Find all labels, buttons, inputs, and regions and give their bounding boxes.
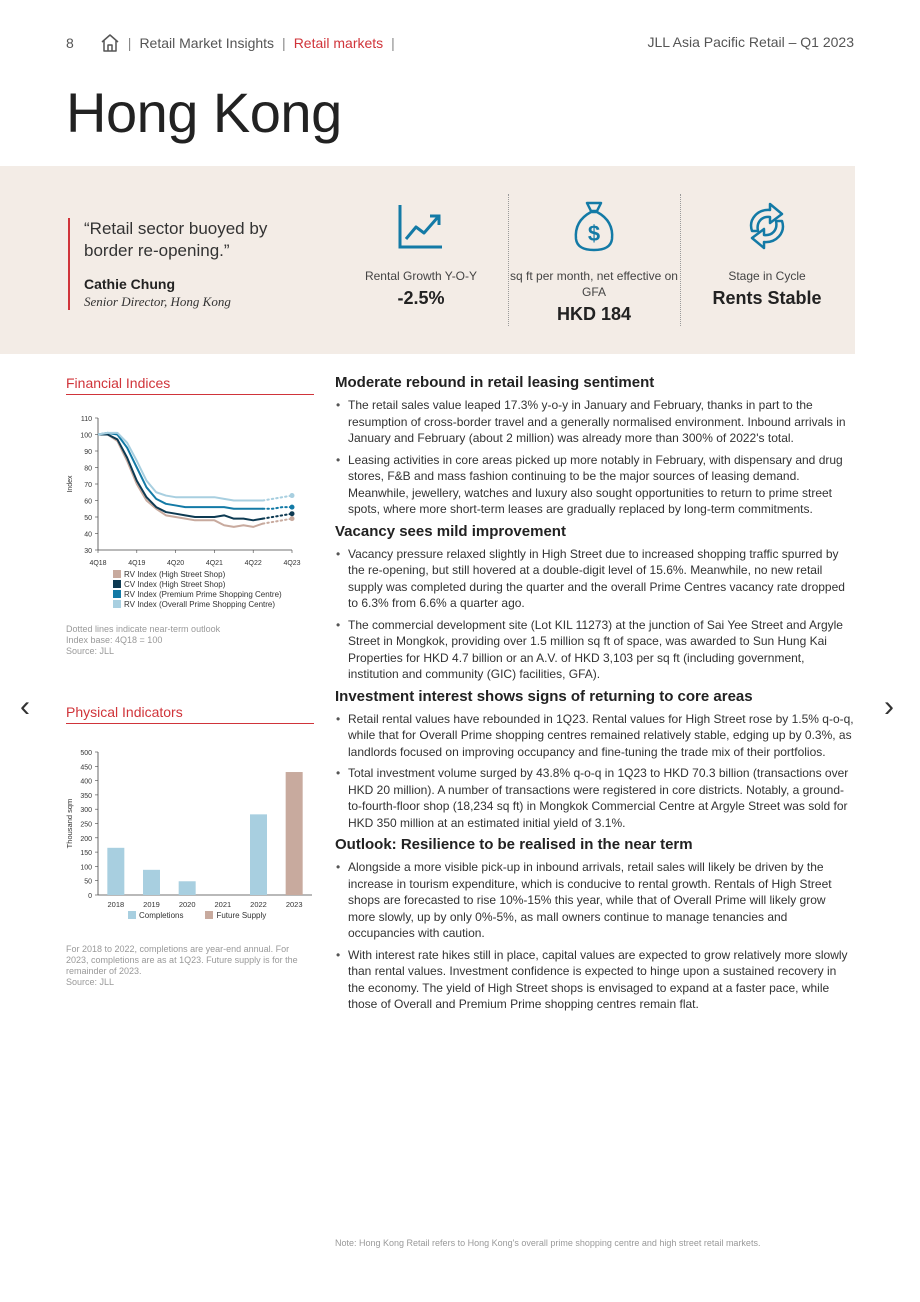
y-tick-label: 90: [84, 449, 92, 456]
bullet-list: [335, 859, 855, 1013]
legend-label: Future Supply: [216, 910, 267, 920]
stat-value: HKD 184: [556, 304, 632, 324]
y-tick-label: 500: [80, 750, 92, 757]
y-tick-label: 80: [84, 465, 92, 473]
series-end-point: [290, 511, 295, 516]
cycle-arrows-icon: [682, 196, 852, 256]
y-tick-label: 60: [84, 498, 92, 506]
bullet-item: • Alongside a more visible pick-up in inbound arrivals, retail sales will likely be driven by the increase in tourism expenditure, which is conducive to rental growth. Rentals of High Street shops are forecasted to rise 10%-15% this year, while that of Overall Prime will likely grow more slowly, up by only 0%-5%, as mall owners continue to manage tenancies and occupancies with caution.: [335, 859, 855, 942]
x-tick-label: 2019: [143, 900, 160, 909]
legend-swatch: [113, 580, 121, 588]
bar: [143, 870, 160, 895]
breadcrumb-separator: |: [127, 35, 132, 51]
quote-text: “Retail sector buoyed by border re-opening.”: [84, 219, 268, 260]
financial-note-base: Index base: 4Q18 = 100: [66, 635, 163, 645]
series-outlook-line: [263, 519, 292, 524]
bullet-item: • With interest rate hikes still in place, capital values are expected to grow relatively more slowly than rental values. Investment confidence is expected to hinge upon a sustained recovery in the economy. The yield of High Street shops is envisaged to expand at a faster pace, while those of Overall and Premium Prime shopping centres remain flat.: [335, 947, 855, 1013]
series-outlook-line: [263, 496, 292, 501]
svg-text:$: $: [587, 221, 601, 246]
y-tick-label: 50: [84, 878, 92, 886]
breadcrumb: [66, 34, 395, 52]
section-heading: Moderate rebound in retail leasing sentiment: [335, 374, 655, 391]
footnote: Note: Hong Kong Retail refers to Hong Kong's overall prime shopping centre and high street retail markets.: [335, 1238, 761, 1248]
y-tick-label: 350: [80, 792, 92, 800]
physical-legend: [128, 910, 266, 920]
bullet-item: • Leasing activities in core areas picked up more notably in February, with dispensary and drug stores, F&B and mass fashion continuing to be the major sources of leasing demand. Meanwhile, jewellery, watches and luxury also sought opportunities to return to prime street spots, where more short-term leases are gradually replaced by long-term commitments.: [335, 452, 855, 518]
section-heading: Investment interest shows signs of returning to core areas: [335, 687, 753, 705]
series-end-point: [290, 493, 295, 498]
legend-item: [205, 910, 266, 920]
bullet-item: • Vacancy pressure relaxed slightly in High Street due to increased shopping traffic spurred by the re-opening, but still hovered at a double-digit level of 15.6%. Meanwhile, no new retail supply was completed during the quarter and the overall Prime Centres vacancy rate dropped to 6.3% from 6.6% a quarter ago.: [335, 546, 855, 612]
financial-notes: [66, 624, 220, 657]
x-tick-label: 4Q20: [167, 560, 185, 567]
page-number: 8: [66, 35, 74, 51]
y-tick-label: 200: [80, 835, 92, 843]
legend-label: RV Index (Premium Prime Shopping Centre): [124, 589, 282, 599]
bullet-list: [335, 546, 855, 683]
physical-indicators-heading: Physical Indicators: [66, 704, 314, 724]
stat-rental-growth: [336, 196, 506, 309]
bullet-list: [335, 397, 855, 518]
x-tick-label: 2021: [214, 900, 232, 909]
quote-author-role: Senior Director, Hong Kong: [84, 294, 231, 309]
legend-swatch: [113, 600, 121, 608]
stat-value: -2.5%: [397, 288, 445, 308]
y-tick-label: 100: [80, 432, 92, 440]
legend-swatch: [113, 590, 121, 598]
trend-up-icon: [336, 196, 506, 256]
bar: [107, 848, 124, 895]
home-icon[interactable]: [100, 34, 120, 52]
y-axis-label: Thousand sqm: [65, 798, 74, 849]
physical-source: Source: JLL: [66, 977, 115, 987]
stat-label: sq ft per month, net effective on GFA: [510, 269, 678, 299]
series-line: [98, 435, 263, 521]
page-title: Hong Kong: [66, 81, 342, 144]
legend-item: [128, 910, 183, 920]
divider: [680, 194, 681, 326]
x-tick-label: 4Q21: [205, 560, 223, 567]
next-page-button[interactable]: ›: [884, 690, 894, 723]
legend-label: RV Index (High Street Shop): [124, 569, 226, 579]
physical-notes: [66, 944, 314, 988]
y-tick-label: 450: [80, 764, 92, 772]
bullet-list: [335, 711, 855, 832]
series-end-point: [290, 516, 295, 521]
financial-note: Dotted lines indicate near-term outlook: [66, 624, 221, 634]
financial-source: Source: JLL: [66, 646, 115, 656]
legend-swatch: [205, 911, 213, 919]
legend-item: [113, 599, 282, 609]
legend-label: RV Index (Overall Prime Shopping Centre): [124, 599, 276, 609]
article-body: [335, 374, 855, 1018]
breadcrumb-separator: |: [391, 35, 395, 51]
x-tick-label: 4Q19: [128, 560, 146, 567]
top-bar: [66, 30, 854, 54]
bar: [179, 881, 196, 895]
y-tick-label: 40: [84, 531, 92, 539]
breadcrumb-retail-markets[interactable]: Retail markets: [293, 35, 384, 51]
y-tick-label: 300: [80, 807, 92, 815]
y-tick-label: 110: [80, 416, 92, 423]
money-bag-icon: [509, 196, 679, 256]
series-end-point: [290, 505, 295, 510]
physical-indicators-chart: [62, 744, 322, 924]
y-tick-label: 50: [84, 515, 92, 522]
x-tick-label: 2020: [178, 900, 196, 909]
y-tick-label: 70: [84, 482, 92, 489]
legend-item: [113, 569, 282, 579]
document-title: JLL Asia Pacific Retail – Q1 2023: [647, 34, 854, 50]
bullet-item: • The commercial development site (Lot KIL 11273) at the junction of Sai Yee Street and Argyle Street in Mongkok, providing over 1.5 million sq ft of space, was awarded to Sun Hung Kai Properties for HKD 4.7 billion or an A.V. of HKD 3,103 per sq ft (including government, institution and community (GIC) facilities, GFA).: [335, 617, 855, 683]
financial-indices-heading: Financial Indices: [66, 375, 314, 395]
bullet-item: • Retail rental values have rebounded in 1Q23. Rental values for High Street rose by 1.5% q-o-q, while that for Overall Prime shopping centres remained relatively stable, edging up by 0.3%, as landlords focused on improving occupancy and fine-tuning the trade mix of their portfolios.: [335, 711, 855, 761]
y-tick-label: 100: [80, 864, 92, 872]
breadcrumb-separator: |: [282, 35, 286, 51]
prev-page-button[interactable]: ‹: [20, 690, 30, 723]
legend-swatch: [113, 570, 121, 578]
stat-cycle: [682, 196, 852, 309]
y-tick-label: 400: [80, 778, 92, 786]
x-tick-label: 4Q18: [89, 560, 107, 567]
stat-label: Stage in Cycle: [728, 269, 806, 283]
highlight-band: [0, 166, 855, 354]
series-outlook-line: [263, 507, 292, 509]
legend-label: CV Index (High Street Shop): [124, 579, 226, 589]
x-tick-label: 2022: [250, 900, 267, 909]
stat-value: Rents Stable: [712, 288, 822, 308]
quote-block: [68, 218, 298, 310]
x-tick-label: 2023: [285, 900, 303, 909]
legend-item: [113, 589, 282, 599]
stat-label: Rental Growth Y-O-Y: [364, 269, 478, 283]
bullet-item: • The retail sales value leaped 17.3% y-o-y in January and February, thanks in part to the resumption of cross-border travel and a generally normalised environment. Inbound arrivals in January and February (about 2 million) was already more than 300% of 2022's total.: [335, 397, 855, 447]
y-tick-label: 150: [80, 850, 92, 858]
section-heading: Outlook: Resilience to be realised in the near term: [335, 836, 693, 853]
legend-label: Completions: [139, 910, 184, 920]
quote-author: Cathie Chung: [84, 276, 175, 292]
series-outlook-line: [263, 514, 292, 519]
x-tick-label: 2018: [107, 900, 125, 909]
section-heading: Vacancy sees mild improvement: [335, 522, 566, 540]
bar: [250, 814, 267, 895]
legend-swatch: [128, 911, 136, 919]
y-tick-label: 30: [84, 548, 92, 555]
legend-item: [113, 579, 282, 589]
stat-rent-level: [509, 196, 679, 325]
y-axis-label: Index: [67, 475, 74, 493]
y-tick-label: 0: [88, 893, 92, 900]
y-tick-label: 250: [80, 821, 92, 829]
x-tick-label: 4Q23: [283, 560, 301, 567]
bar: [286, 772, 303, 895]
financial-indices-chart: [62, 408, 322, 568]
x-tick-label: 4Q22: [244, 560, 262, 567]
bullet-item: • Total investment volume surged by 43.8% q-o-q in 1Q23 to HKD 70.3 billion (transactions over HKD 20 million). A number of transactions were registered in core districts. Notably, a ground-to-fourth-floor shop (18,234 sq ft) in Mongkok Commercial Centre at Argyle Street was sold for HKD 350 million at an estimated initial yield of 3.1%.: [335, 765, 855, 831]
financial-legend: [113, 569, 282, 609]
physical-note: For 2018 to 2022, completions are year-end annual. For 2023, completions are as at 1Q23. Future supply is for the remainder of 2023.: [66, 944, 298, 976]
breadcrumb-retail-market-insights[interactable]: Retail Market Insights: [139, 35, 275, 51]
